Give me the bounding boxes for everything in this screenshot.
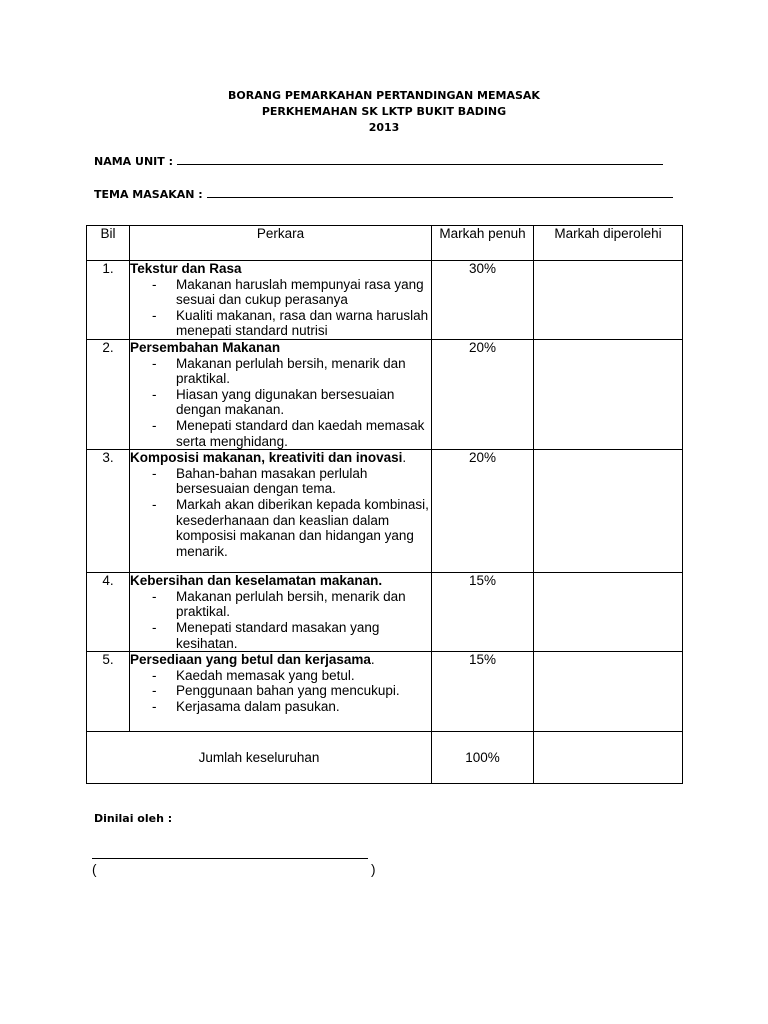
criteria-points <box>130 668 431 715</box>
criteria-cell <box>130 652 432 732</box>
criteria-point: - Kerjasama dalam pasukan. <box>130 699 431 715</box>
full-mark: 30% <box>432 261 534 340</box>
full-mark: 15% <box>432 652 534 732</box>
criteria-point: - Kualiti makanan, rasa dan warna haruslah menepati standard nutrisi <box>130 308 431 339</box>
criteria-point: - Makanan haruslah mempunyai rasa yang sesuai dan cukup perasanya <box>130 277 431 308</box>
table-row <box>87 339 683 449</box>
criteria-title: Tekstur dan Rasa <box>130 261 242 276</box>
form-title-year: 2013 <box>368 121 400 134</box>
criteria-heading <box>130 573 431 589</box>
evaluated-by-label: Dinilai oleh : <box>94 812 173 825</box>
tema-masakan-blank-line[interactable] <box>207 187 673 198</box>
header-markah-diperolehi: Markah diperolehi <box>534 226 683 261</box>
criteria-title: Kebersihan dan keselamatan makanan. <box>130 573 383 589</box>
criteria-cell <box>130 450 432 573</box>
criteria-point: - Menepati standard masakan yang kesihatan. <box>130 620 431 651</box>
row-number: 5. <box>87 652 130 732</box>
full-mark: 20% <box>432 450 534 573</box>
criteria-point: - Penggunaan bahan yang mencukupi. <box>130 683 431 699</box>
criteria-point: - Makanan perlulah bersih, menarik dan praktikal. <box>130 356 431 387</box>
criteria-point: - Markah akan diberikan kepada kombinasi, kesederhanaan dan keaslian dalam komposisi makanan dan hidangan yang menarik. <box>130 497 431 559</box>
total-full-mark: 100% <box>432 732 534 784</box>
obtained-mark-cell[interactable] <box>534 261 683 340</box>
form-title-line-1: BORANG PEMARKAHAN PERTANDINGAN MEMASAK <box>228 89 540 102</box>
row-number: 4. <box>87 573 130 652</box>
total-label: Jumlah keseluruhan <box>87 732 432 784</box>
criteria-points <box>130 466 431 560</box>
criteria-heading <box>130 261 431 277</box>
criteria-cell <box>130 339 432 449</box>
tema-masakan-field <box>94 187 673 201</box>
table-row <box>87 652 683 732</box>
row-number: 3. <box>87 450 130 573</box>
header-perkara: Perkara <box>130 226 432 261</box>
signature-line[interactable] <box>92 858 368 859</box>
criteria-heading <box>130 340 431 356</box>
criteria-cell <box>130 573 432 652</box>
nama-unit-blank-line[interactable] <box>177 154 663 165</box>
form-title-line-2: PERKHEMAHAN SK LKTP BUKIT BADING <box>261 105 507 118</box>
obtained-mark-cell[interactable] <box>534 339 683 449</box>
total-obtained-cell[interactable] <box>534 732 683 784</box>
criteria-cell <box>130 261 432 340</box>
nama-unit-label: NAMA UNIT : <box>94 155 173 168</box>
row-number: 2. <box>87 339 130 449</box>
name-paren-open: ( <box>92 862 97 877</box>
criteria-points <box>130 356 431 450</box>
table-row <box>87 573 683 652</box>
criteria-title-suffix: . <box>402 450 407 466</box>
full-mark: 20% <box>432 339 534 449</box>
criteria-heading <box>130 652 431 668</box>
criteria-title-suffix: . <box>370 652 375 668</box>
form-title <box>0 88 768 136</box>
full-mark: 15% <box>432 573 534 652</box>
scoring-table <box>86 225 683 784</box>
obtained-mark-cell[interactable] <box>534 652 683 732</box>
criteria-heading <box>130 450 431 466</box>
header-markah-penuh: Markah penuh <box>432 226 534 261</box>
name-paren-close: ) <box>371 862 376 877</box>
criteria-points <box>130 589 431 651</box>
tema-masakan-label: TEMA MASAKAN : <box>94 188 203 201</box>
table-row <box>87 450 683 573</box>
criteria-title: Persediaan yang betul dan kerjasama <box>130 652 371 668</box>
total-row <box>87 732 683 784</box>
obtained-mark-cell[interactable] <box>534 573 683 652</box>
criteria-point: - Makanan perlulah bersih, menarik dan praktikal. <box>130 589 431 620</box>
criteria-point: - Hiasan yang digunakan bersesuaian dengan makanan. <box>130 387 431 418</box>
criteria-point: - Bahan-bahan masakan perlulah bersesuaian dengan tema. <box>130 466 431 497</box>
nama-unit-field <box>94 154 663 168</box>
criteria-points <box>130 277 431 339</box>
obtained-mark-cell[interactable] <box>534 450 683 573</box>
row-number: 1. <box>87 261 130 340</box>
criteria-point: - Kaedah memasak yang betul. <box>130 668 431 684</box>
table-row <box>87 261 683 340</box>
criteria-point: - Menepati standard dan kaedah memasak serta menghidang. <box>130 418 431 449</box>
criteria-title: Persembahan Makanan <box>130 339 281 355</box>
header-bil: Bil <box>87 226 130 261</box>
criteria-title: Komposisi makanan, kreativiti dan inovasi <box>130 450 403 466</box>
